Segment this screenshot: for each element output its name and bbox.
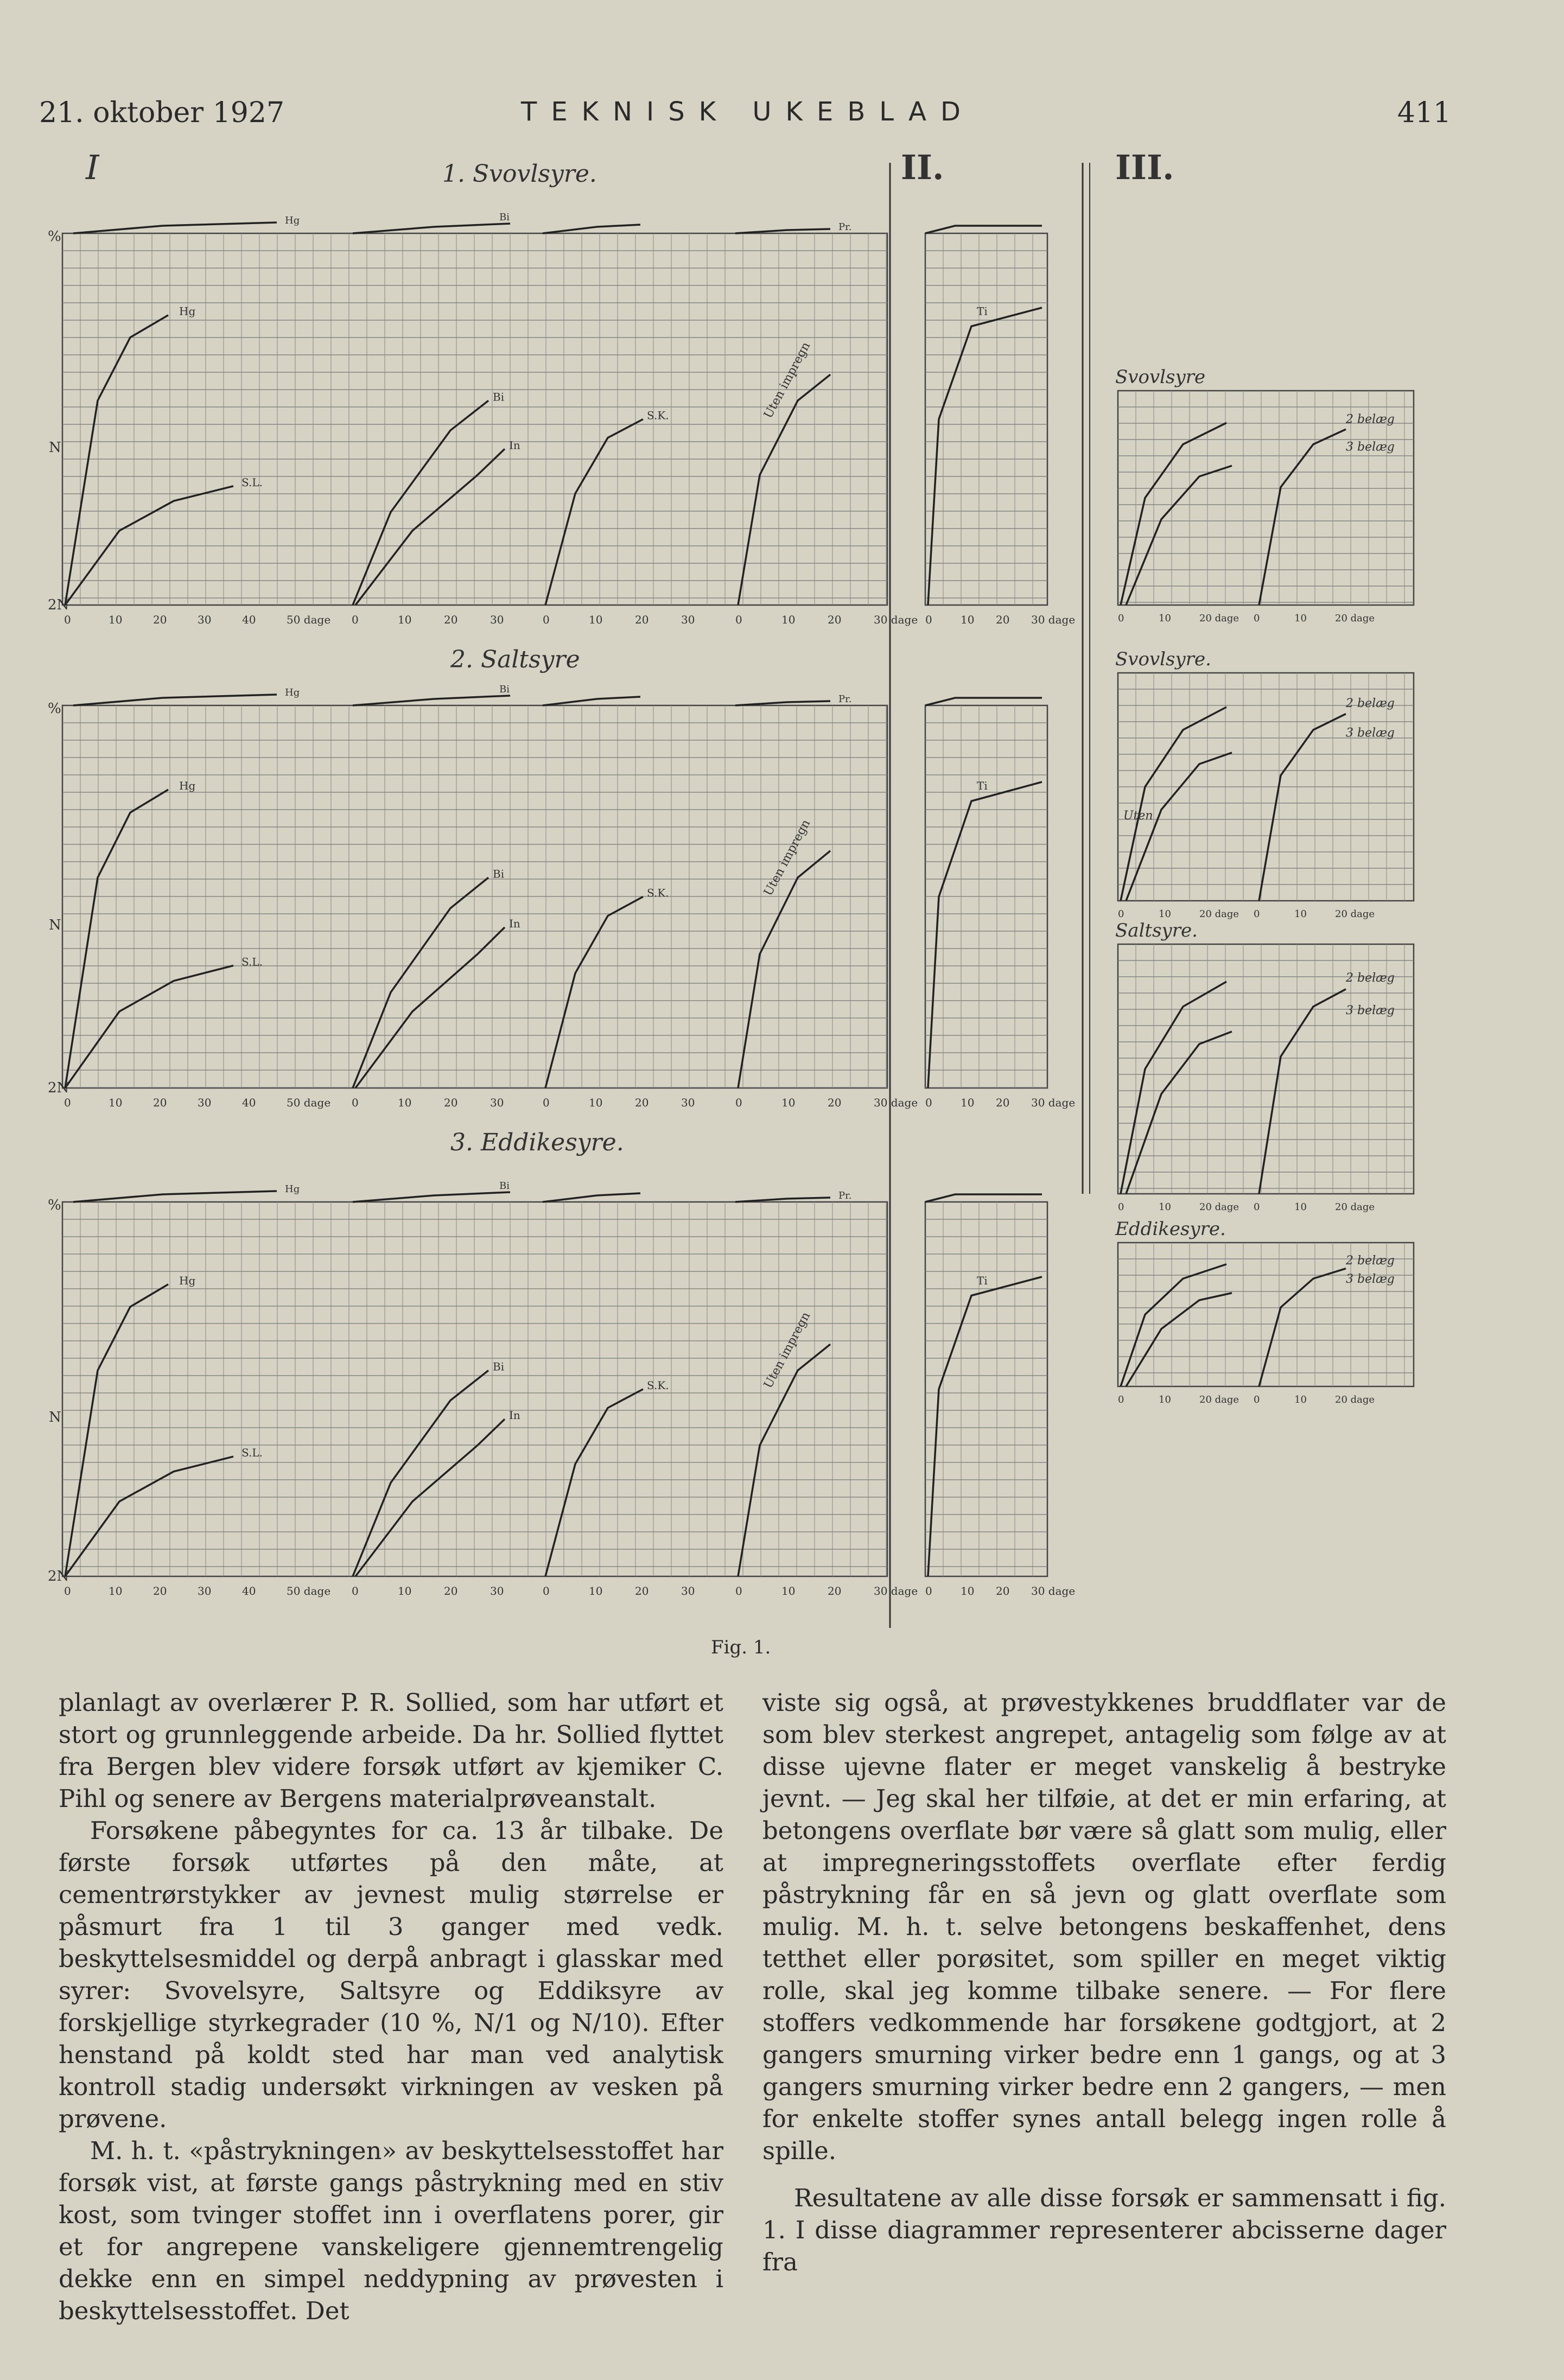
top-curve [73, 1191, 277, 1202]
curve-label: In [509, 438, 520, 452]
tick-label: 0 [735, 1584, 742, 1598]
tick-label: 0 [735, 613, 742, 626]
tick-label: 40 [242, 1584, 256, 1598]
curve-label: Ti [977, 304, 988, 318]
curve-label: Ti [977, 1274, 988, 1287]
top-curve [543, 225, 640, 233]
curve-uten-impregn [738, 1344, 830, 1576]
tick-label: 0 [352, 1096, 359, 1109]
curve-label: Bi [499, 212, 510, 223]
curve-label: Bi [493, 1360, 505, 1373]
y-label-top: % [48, 701, 61, 717]
tick-label: 10 [781, 613, 796, 626]
tick-label: 0 [64, 1584, 71, 1598]
tick-label: 10 [1159, 1394, 1171, 1405]
tick-label: 0 [352, 613, 359, 626]
tick-label: 0 [64, 613, 71, 626]
header-journal: TEKNISK UKEBLAD [521, 97, 975, 127]
top-curve [925, 226, 1042, 233]
curve-ti [928, 308, 1042, 605]
tick-label: 20 [444, 1584, 458, 1598]
curve-label: Bi [499, 684, 510, 695]
tick-label: 10 [1159, 613, 1171, 624]
tick-label: 30 dage [1031, 613, 1076, 626]
tick-label: 30 [490, 1096, 504, 1109]
curve-label: Hg [179, 779, 196, 793]
curve-2-belegg [1126, 466, 1232, 605]
tick-label: 10 [589, 613, 603, 626]
tick-label: 20 [635, 1584, 649, 1598]
tick-label: 40 [242, 1096, 256, 1109]
tick-label: 10 [781, 1096, 796, 1109]
legend-2-belegg: 2 belæg [1346, 1253, 1395, 1268]
curve-label: Hg [285, 687, 300, 698]
tick-label: 0 [925, 1096, 932, 1109]
tick-label: 30 dage [1031, 1584, 1076, 1598]
y-label-bottom: 2N [48, 1080, 69, 1096]
tick-label: 20 dage [1335, 1201, 1375, 1213]
curve-label: Bi [493, 867, 505, 881]
tick-label: 0 [1254, 908, 1260, 920]
curve-label: Pr. [838, 1190, 852, 1201]
tick-label: 20 [153, 613, 167, 626]
tick-label: 10 [961, 1096, 975, 1109]
tick-label: 40 [242, 613, 256, 626]
tick-label: 20 dage [1199, 1394, 1239, 1405]
tick-label: 20 [996, 1096, 1010, 1109]
panel-II-grid [925, 233, 1047, 605]
y-label-mid: N [49, 1409, 61, 1426]
curve-label: Hg [285, 215, 300, 226]
tick-label: 30 [198, 1584, 212, 1598]
curve-2-belegg [1126, 1032, 1232, 1194]
tick-label: 20 [153, 1096, 167, 1109]
y-label-mid: N [49, 917, 61, 933]
header-date: 21. oktober 1927 [39, 97, 285, 129]
panel-II-grid [925, 1202, 1047, 1576]
tick-label: 10 [398, 1584, 412, 1598]
tick-label: 20 dage [1335, 908, 1375, 920]
tick-label: 30 [198, 613, 212, 626]
tick-label: 10 [1294, 908, 1307, 920]
curve-label: In [509, 917, 520, 930]
tick-label: 30 [490, 1584, 504, 1598]
curve-sl [65, 1456, 233, 1576]
curve-label: Bi [499, 1180, 510, 1192]
curve-in [355, 927, 505, 1088]
tick-label: 30 [681, 1584, 695, 1598]
legend-2-belegg: 2 belæg [1346, 697, 1395, 710]
tick-label: 30 dage [1031, 1096, 1076, 1109]
tick-label: 10 [589, 1584, 603, 1598]
tick-label: 30 dage [874, 1096, 918, 1109]
tick-label: 0 [1254, 1394, 1260, 1405]
legend-3-belegg: 3 belæg [1346, 726, 1395, 740]
tick-label: 0 [64, 1096, 71, 1109]
paragraph: Forsøkene påbegyntes for ca. 13 år tilbake. De første forsøk utførtes på den måte, at cementrørstykker av jevnest mulig størrelse er påsmurt fra 1 til 3 ganger med vedk. beskyttelsesmiddel og derpå anbragt i glasskar med syrer: Svovelsyre, Saltsyre og Eddiksyre av forskjellige styrkegrader (10 %, N/1 og N/10). Efter henstand på koldt sted har man ved analytisk kontroll stadig undersøkt virkningen av vesken på prøvene. [59, 1816, 723, 2133]
tick-label: 20 [828, 1096, 842, 1109]
tick-label: 10 [1294, 613, 1307, 624]
panel-III-title: Svovlsyre. [1115, 648, 1211, 670]
tick-label: 20 [635, 1096, 649, 1109]
panel-III-title: Saltsyre. [1115, 920, 1198, 941]
curve-label: Hg [285, 1183, 300, 1195]
tick-label: 0 [1254, 613, 1260, 624]
curve-2-belegg [1126, 753, 1232, 901]
tick-label: 0 [1254, 1201, 1260, 1213]
tick-label: 20 [996, 1584, 1010, 1598]
top-curve [543, 697, 640, 705]
legend-2-belegg: 2 belæg [1346, 971, 1395, 985]
curve-label: Pr. [838, 693, 852, 705]
y-label-bottom: 2N [48, 597, 69, 613]
tick-label: 20 dage [1199, 1201, 1239, 1213]
tick-label: 50 dage [287, 1584, 331, 1598]
paragraph: viste sig også, at prøvestykkenes bruddflater var de som blev sterkest angrepet, antagelig som følge av at disse ujevne flater er meget vanskelig å bestryke jevnt. — Jeg skal her tilføie, at det er min erfaring, at betongens overflate bør være så glatt som mulig, eller at impregneringsstoffets overflate efter ferdig påstrykning får en så jevn og glatt overflate som mulig. M. h. t. selve betongens beskaffenhet, dens tetthet eller porøsitet, som spiller en meget viktig rolle, skal jeg komme tilbake senere. — For flere stoffers vedkommende har forsøkene godtgjort, at 2 gangers smurning virker bedre enn 1 gangs, og at 3 gangers smurning virker bedre enn 2 gangers, — men for enkelte stoffer synes antall belegg ingen rolle å spille. [762, 1688, 1446, 2165]
tick-label: 10 [109, 1096, 123, 1109]
y-label-top: % [48, 1197, 61, 1213]
tick-label: 20 [828, 1584, 842, 1598]
tick-label: 10 [109, 613, 123, 626]
curve-label: S.L. [241, 475, 263, 489]
text-column-right [762, 1687, 1446, 2278]
curve-label: S.L. [241, 955, 263, 969]
tick-label: 0 [925, 1584, 932, 1598]
tick-label: 30 [681, 613, 695, 626]
curve-label: Hg [179, 304, 196, 318]
row-title: 1. Svovlsyre. [442, 160, 597, 188]
tick-label: 10 [1159, 1201, 1171, 1213]
tick-label: 30 dage [874, 1584, 918, 1598]
curve-ti [928, 782, 1042, 1088]
tick-label: 0 [1118, 1201, 1124, 1213]
paragraph: M. h. t. «påstrykningen» av beskyttelsesstoffet har forsøk vist, at første gangs påstrykning med en stiv kost, som tvinger stoffet inn i overflatens porer, gir et for angrepene vanskeligere gjennemtrengelig dekke enn en simpel neddypning av prøvesten i beskyttelsesstoffet. Det [59, 2136, 723, 2325]
top-curve [925, 698, 1042, 705]
tick-label: 50 dage [287, 1096, 331, 1109]
tick-label: 20 [444, 1096, 458, 1109]
tick-label: 20 [635, 613, 649, 626]
curve-label: In [509, 1409, 520, 1422]
legend-3-belegg: 3 belæg [1346, 440, 1395, 454]
tick-label: 10 [961, 1584, 975, 1598]
curve-sl [65, 965, 233, 1088]
legend-uten-impregn: Uten impregn [761, 340, 813, 421]
tick-label: 10 [961, 613, 975, 626]
tick-label: 0 [925, 613, 932, 626]
panel-III-title: Eddikesyre. [1115, 1218, 1226, 1240]
tick-label: 0 [1118, 1394, 1124, 1405]
curve-ti [928, 1277, 1042, 1576]
tick-label: 10 [109, 1584, 123, 1598]
tick-label: 10 [1159, 908, 1171, 920]
tick-label: 0 [735, 1096, 742, 1109]
text-column-left [59, 1687, 723, 2327]
top-curve [73, 222, 277, 233]
header-page-number: 411 [1397, 97, 1451, 129]
panel-III-title: Svovlsyre [1115, 366, 1206, 388]
tick-label: 10 [1294, 1394, 1307, 1405]
y-label-mid: N [49, 440, 61, 456]
curve-label: Hg [179, 1274, 196, 1287]
tick-label: 20 dage [1335, 613, 1375, 624]
section-marker-III: III. [1115, 148, 1174, 187]
tick-label: 10 [781, 1584, 796, 1598]
tick-label: 0 [543, 1096, 550, 1109]
tick-label: 0 [543, 613, 550, 626]
legend-uten-impregn: Uten impregn [761, 817, 813, 899]
legend-2-belegg: 2 belæg [1346, 412, 1395, 427]
tick-label: 0 [543, 1584, 550, 1598]
top-curve [543, 1193, 640, 1202]
row-title: 2. Saltsyre [450, 646, 580, 673]
y-label-top: % [48, 228, 61, 245]
top-curve [353, 1192, 510, 1202]
tick-label: 50 dage [287, 613, 331, 626]
curve-label: Pr. [838, 221, 852, 233]
curve-in [355, 449, 505, 605]
top-curve [73, 695, 277, 705]
tick-label: 20 dage [1199, 613, 1239, 624]
tick-label: 20 [153, 1584, 167, 1598]
tick-label: 10 [1294, 1201, 1307, 1213]
tick-label: 20 [828, 613, 842, 626]
curve-in [355, 1419, 505, 1576]
legend-3-belegg: 3 belæg [1346, 1003, 1395, 1017]
tick-label: 0 [352, 1584, 359, 1598]
chart-labels [48, 148, 1395, 1598]
tick-label: 30 [681, 1096, 695, 1109]
legend-3-belegg: 3 belæg [1346, 1272, 1395, 1287]
paragraph: Resultatene av alle disse forsøk er sammensatt i fig. 1. I disse diagrammer representerer abcisserne dager fra [762, 2184, 1446, 2276]
curve-label: Ti [977, 779, 988, 793]
curve-uten-impregn [738, 374, 830, 605]
tick-label: 20 dage [1335, 1394, 1375, 1405]
tick-label: 30 dage [874, 613, 918, 626]
top-curve [925, 1194, 1042, 1202]
curve-label: Bi [493, 390, 505, 404]
row-title: 3. Eddikesyre. [450, 1129, 624, 1156]
section-marker-I: I [86, 148, 99, 187]
tick-label: 0 [1118, 613, 1124, 624]
tick-label: 20 [996, 613, 1010, 626]
top-curve [353, 696, 510, 705]
paragraph: planlagt av overlærer P. R. Sollied, som har utført et stort og grunnleggende arbeide. Da hr. Sollied flyttet fra Bergen blev videre forsøk utført av kjemiker C. Pihl og senere av Bergens materialprøveanstalt. [59, 1688, 723, 1813]
curve-sk [545, 419, 643, 606]
tick-label: 20 dage [1199, 908, 1239, 920]
curve-label: S.K. [647, 409, 669, 422]
tick-label: 10 [589, 1096, 603, 1109]
figure-caption: Fig. 1. [711, 1637, 771, 1658]
tick-label: 10 [398, 1096, 412, 1109]
legend-uten-impregn: Uten impregn [761, 1309, 813, 1391]
curve-sk [545, 897, 643, 1089]
curve-label: S.K. [647, 886, 669, 900]
curve-2-belegg [1126, 1293, 1232, 1386]
tick-label: 0 [1118, 908, 1124, 920]
curve-label: S.K. [647, 1379, 669, 1392]
tick-label: 10 [398, 613, 412, 626]
chart-grids [62, 163, 1414, 1628]
y-label-bottom: 2N [48, 1568, 69, 1584]
curve-sk [545, 1389, 643, 1576]
row-grid [62, 233, 887, 605]
tick-label: 30 [490, 613, 504, 626]
tick-label: 20 [444, 613, 458, 626]
section-marker-II: II. [901, 148, 944, 187]
tick-label: 30 [198, 1096, 212, 1109]
curve-label: S.L. [241, 1446, 263, 1460]
legend-uten: Uten [1123, 809, 1153, 823]
top-curve [353, 224, 510, 233]
row-grid [62, 1202, 887, 1576]
